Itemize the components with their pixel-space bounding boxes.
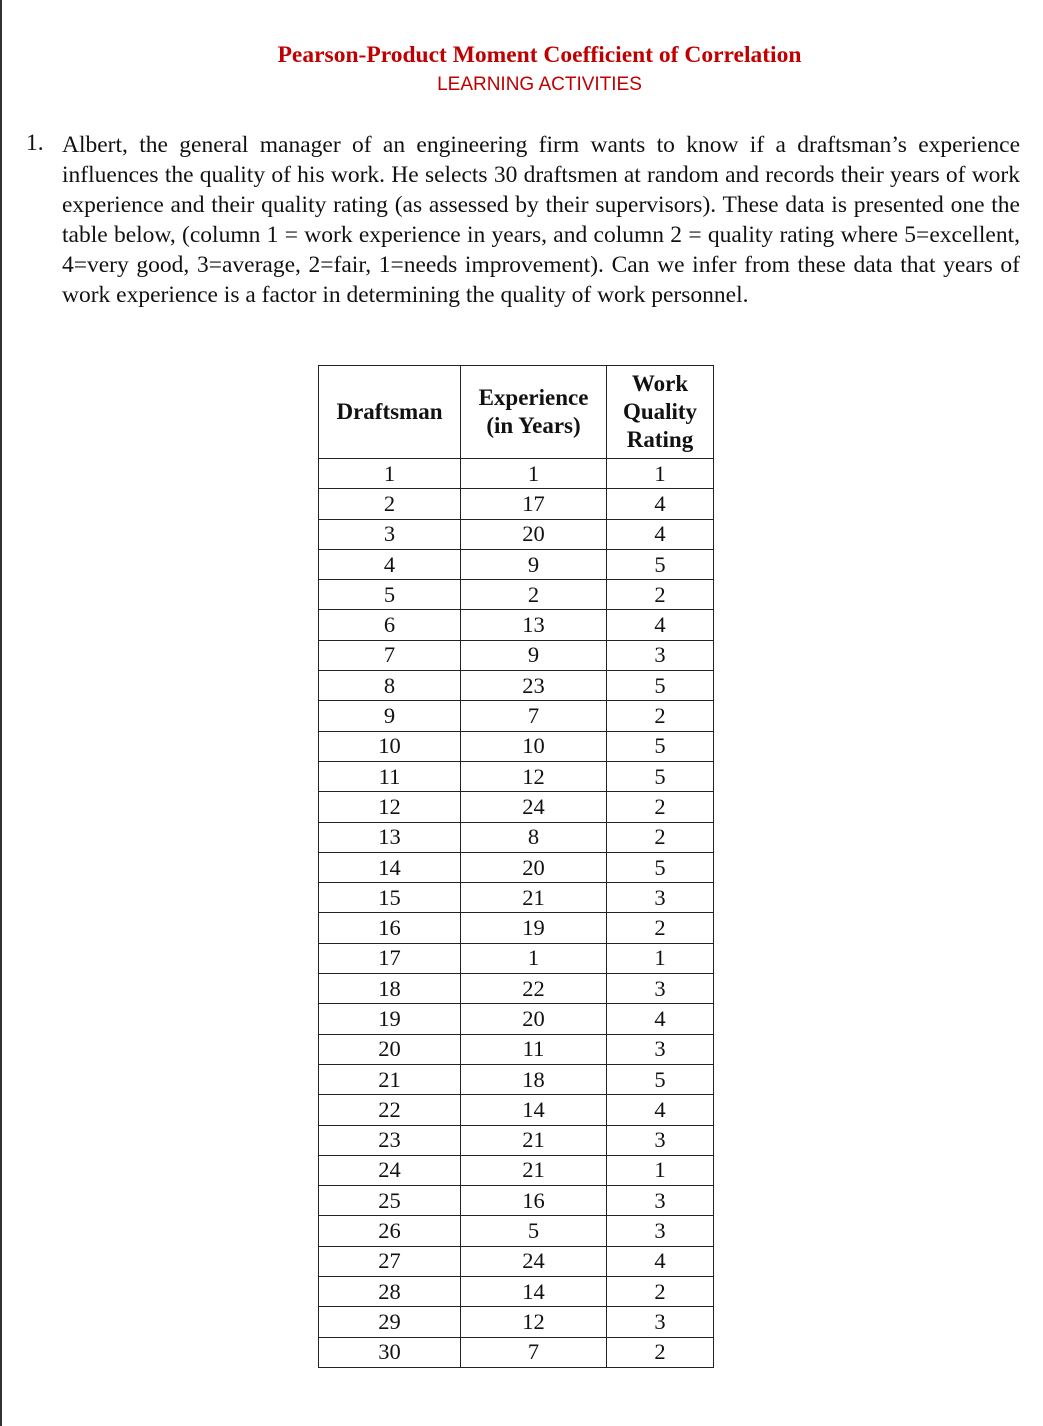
cell-experience: 7 [461, 1337, 607, 1367]
cell-rating: 1 [607, 1155, 714, 1185]
cell-draftsman: 15 [319, 883, 461, 913]
cell-rating: 4 [607, 1095, 714, 1125]
cell-experience: 7 [461, 701, 607, 731]
cell-experience: 23 [461, 671, 607, 701]
cell-rating: 2 [607, 822, 714, 852]
cell-draftsman: 2 [319, 489, 461, 519]
table-row [319, 1307, 714, 1337]
table-row [319, 1216, 714, 1246]
cell-rating: 4 [607, 1246, 714, 1276]
table-body [319, 459, 714, 1368]
table-row [319, 761, 714, 791]
table-row [319, 731, 714, 761]
table-row [319, 1155, 714, 1185]
cell-draftsman: 30 [319, 1337, 461, 1367]
cell-draftsman: 16 [319, 913, 461, 943]
cell-draftsman: 28 [319, 1277, 461, 1307]
cell-draftsman: 4 [319, 549, 461, 579]
table-row [319, 913, 714, 943]
cell-experience: 12 [461, 761, 607, 791]
cell-experience: 16 [461, 1186, 607, 1216]
cell-experience: 14 [461, 1095, 607, 1125]
cell-draftsman: 18 [319, 974, 461, 1004]
cell-rating: 3 [607, 1125, 714, 1155]
table-row [319, 459, 714, 489]
table-row [319, 1125, 714, 1155]
cell-experience: 9 [461, 640, 607, 670]
cell-rating: 1 [607, 459, 714, 489]
header-rating: Work Quality Rating [607, 366, 714, 459]
cell-rating: 3 [607, 1034, 714, 1064]
cell-rating: 2 [607, 913, 714, 943]
cell-rating: 2 [607, 580, 714, 610]
cell-experience: 19 [461, 913, 607, 943]
page-title: Pearson-Product Moment Coefficient of Correlation [277, 42, 802, 68]
cell-draftsman: 17 [319, 943, 461, 973]
cell-rating: 2 [607, 1337, 714, 1367]
cell-rating: 5 [607, 1064, 714, 1094]
cell-experience: 14 [461, 1277, 607, 1307]
cell-draftsman: 5 [319, 580, 461, 610]
table-row [319, 883, 714, 913]
cell-experience: 21 [461, 883, 607, 913]
cell-experience: 5 [461, 1216, 607, 1246]
cell-experience: 21 [461, 1125, 607, 1155]
table-row [319, 1064, 714, 1094]
data-table [318, 365, 714, 1368]
cell-draftsman: 7 [319, 640, 461, 670]
question-text: Albert, the general manager of an engineering firm wants to know if a draftsman’s experience influences the quality of his work. He selects 30 draftsmen at random and records their years of work experience and their quality rating (as assessed by their supervisors). These data is presented one the table below, (column 1 = work experience in years, and column 2 = quality rating where 5=excellent, 4=very good, 3=average, 2=fair, 1=needs improvement). Can we infer from these data that years of work experience is a factor in determining the quality of work personnel. [62, 132, 1020, 308]
cell-experience: 20 [461, 519, 607, 549]
cell-draftsman: 12 [319, 792, 461, 822]
cell-rating: 5 [607, 671, 714, 701]
table-row [319, 1095, 714, 1125]
cell-draftsman: 23 [319, 1125, 461, 1155]
header-experience: Experience (in Years) [461, 366, 607, 459]
cell-rating: 5 [607, 731, 714, 761]
table-row [319, 489, 714, 519]
table-row [319, 610, 714, 640]
cell-experience: 1 [461, 459, 607, 489]
cell-draftsman: 3 [319, 519, 461, 549]
cell-experience: 9 [461, 549, 607, 579]
table-row [319, 1004, 714, 1034]
cell-experience: 20 [461, 1004, 607, 1034]
cell-rating: 4 [607, 489, 714, 519]
cell-rating: 3 [607, 974, 714, 1004]
cell-rating: 3 [607, 640, 714, 670]
cell-rating: 2 [607, 1277, 714, 1307]
question-number: 1. [26, 130, 44, 156]
cell-experience: 17 [461, 489, 607, 519]
cell-draftsman: 27 [319, 1246, 461, 1276]
cell-experience: 12 [461, 1307, 607, 1337]
table-row [319, 580, 714, 610]
table-header-row [319, 366, 714, 459]
cell-draftsman: 24 [319, 1155, 461, 1185]
cell-draftsman: 25 [319, 1186, 461, 1216]
table-row [319, 1034, 714, 1064]
cell-rating: 3 [607, 1307, 714, 1337]
cell-experience: 18 [461, 1064, 607, 1094]
table-row [319, 1277, 714, 1307]
cell-experience: 2 [461, 580, 607, 610]
cell-experience: 22 [461, 974, 607, 1004]
cell-experience: 24 [461, 792, 607, 822]
cell-draftsman: 13 [319, 822, 461, 852]
cell-draftsman: 26 [319, 1216, 461, 1246]
cell-draftsman: 10 [319, 731, 461, 761]
cell-draftsman: 11 [319, 761, 461, 791]
cell-experience: 21 [461, 1155, 607, 1185]
cell-rating: 5 [607, 549, 714, 579]
table-row [319, 671, 714, 701]
table-row [319, 1186, 714, 1216]
cell-experience: 20 [461, 852, 607, 882]
table-row [319, 640, 714, 670]
cell-rating: 1 [607, 943, 714, 973]
cell-draftsman: 9 [319, 701, 461, 731]
cell-experience: 13 [461, 610, 607, 640]
cell-experience: 1 [461, 943, 607, 973]
cell-rating: 4 [607, 1004, 714, 1034]
cell-draftsman: 6 [319, 610, 461, 640]
cell-experience: 24 [461, 1246, 607, 1276]
table-row [319, 974, 714, 1004]
cell-rating: 5 [607, 761, 714, 791]
cell-draftsman: 21 [319, 1064, 461, 1094]
table-row [319, 852, 714, 882]
cell-draftsman: 22 [319, 1095, 461, 1125]
cell-draftsman: 29 [319, 1307, 461, 1337]
table-row [319, 549, 714, 579]
cell-draftsman: 19 [319, 1004, 461, 1034]
header-draftsman: Draftsman [319, 366, 461, 459]
cell-draftsman: 8 [319, 671, 461, 701]
cell-rating: 4 [607, 519, 714, 549]
table-row [319, 943, 714, 973]
cell-rating: 2 [607, 701, 714, 731]
table-row [319, 822, 714, 852]
cell-draftsman: 14 [319, 852, 461, 882]
cell-draftsman: 20 [319, 1034, 461, 1064]
cell-rating: 5 [607, 852, 714, 882]
table-row [319, 1337, 714, 1367]
cell-rating: 3 [607, 883, 714, 913]
cell-rating: 3 [607, 1186, 714, 1216]
table-row [319, 792, 714, 822]
table-row [319, 519, 714, 549]
cell-rating: 3 [607, 1216, 714, 1246]
cell-experience: 11 [461, 1034, 607, 1064]
cell-experience: 8 [461, 822, 607, 852]
cell-draftsman: 1 [319, 459, 461, 489]
table-row [319, 701, 714, 731]
page-subtitle: LEARNING ACTIVITIES [437, 74, 642, 95]
cell-experience: 10 [461, 731, 607, 761]
cell-rating: 4 [607, 610, 714, 640]
cell-rating: 2 [607, 792, 714, 822]
table-row [319, 1246, 714, 1276]
